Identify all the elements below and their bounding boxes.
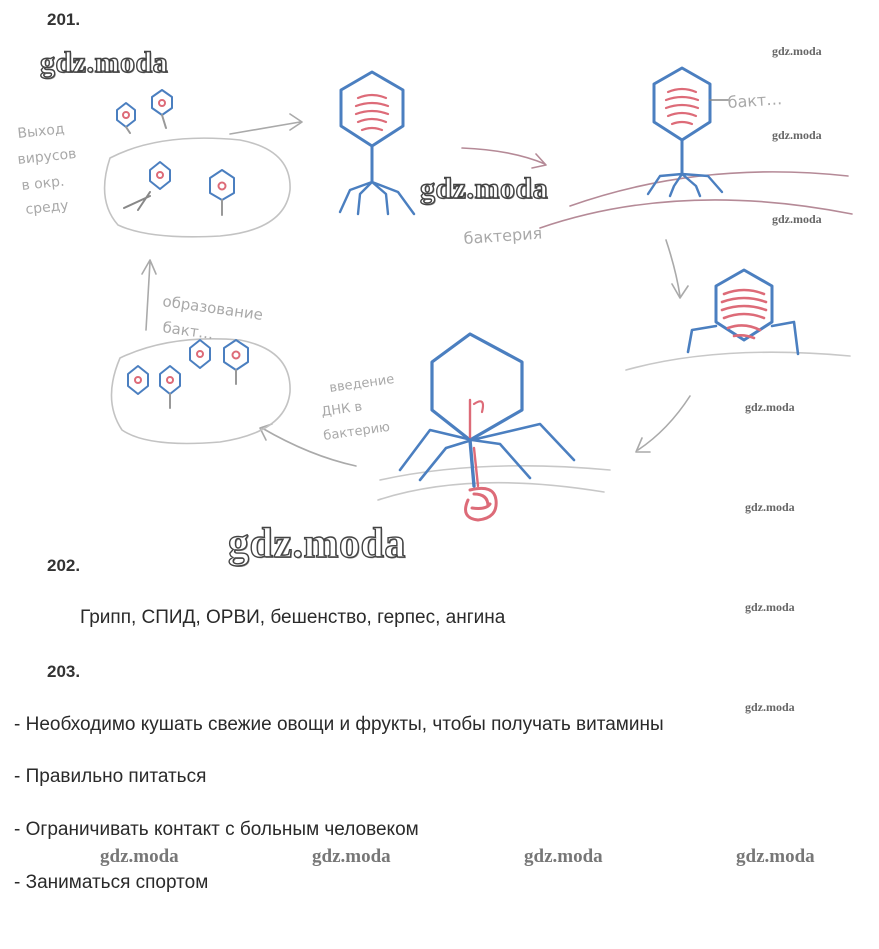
watermark-mid-2: gdz.moda [312, 846, 391, 867]
task-203-item-1: - Необходимо кушать свежие овощи и фрукты, чтобы получать витамины [14, 714, 664, 735]
hand-label-formation-1: образование [161, 292, 265, 325]
watermark-small-2: gdz.moda [772, 128, 822, 142]
task-201-number: 201. [47, 10, 81, 29]
small-virus-7 [190, 340, 210, 368]
hand-label-injection-2: ДНК в [320, 399, 364, 420]
arrow-3 [666, 240, 688, 298]
phage-4 [378, 334, 610, 520]
watermark-big-2: gdz.moda [420, 172, 549, 205]
watermark-mid-3: gdz.moda [524, 846, 603, 867]
hand-label-injection-1: введение [328, 372, 396, 396]
small-virus-6 [160, 366, 180, 408]
hand-label-exit-3: в окр. [20, 173, 66, 194]
hand-label-formation-2: бакт… [161, 318, 215, 344]
task-203-number: 203. [47, 662, 81, 681]
watermark-small-5: gdz.moda [745, 500, 795, 514]
small-virus-4 [210, 170, 234, 215]
watermark-small-7: gdz.moda [745, 700, 795, 714]
small-virus-1 [117, 103, 135, 133]
watermark-small-4: gdz.moda [745, 400, 795, 414]
small-virus-2 [152, 90, 172, 128]
arrow-2 [462, 148, 546, 168]
hand-label-exit-4: среду [24, 197, 70, 218]
exit-pool-outline [105, 138, 291, 237]
phage-3 [626, 270, 850, 370]
watermark-mid-1: gdz.moda [100, 846, 179, 867]
task-203-item-3: - Ограничивать контакт с больным человеком [14, 819, 419, 840]
task-202-answer: Грипп, СПИД, ОРВИ, бешенство, герпес, ангина [80, 607, 506, 628]
task-203-item-4: - Заниматься спортом [14, 872, 209, 893]
watermark-small-1: gdz.moda [772, 44, 822, 58]
hand-label-bacterium: бактерия [462, 223, 543, 248]
small-virus-8 [224, 340, 248, 384]
arrow-6 [142, 260, 156, 330]
task-202-number: 202. [47, 556, 81, 575]
watermark-mid-4: gdz.moda [736, 846, 815, 867]
arrow-4 [636, 396, 690, 452]
formation-pool-outline [111, 339, 290, 444]
small-virus-5 [128, 366, 148, 394]
watermark-small-6: gdz.moda [745, 600, 795, 614]
hand-label-bacteria-top: бакт… [726, 89, 783, 112]
hand-label-exit-1: Выход [16, 121, 66, 142]
watermark-small-3: gdz.moda [772, 212, 822, 226]
watermark-big-1: gdz.moda [40, 46, 169, 79]
arrow-1 [230, 114, 302, 134]
phage-1 [340, 72, 414, 214]
watermark-big-3: gdz.moda [228, 521, 406, 567]
hand-label-injection-3: бактерию [322, 419, 391, 444]
small-virus-3 [124, 162, 170, 210]
hand-label-exit-2: вирусов [16, 145, 78, 168]
task-203-item-2: - Правильно питаться [14, 766, 207, 787]
